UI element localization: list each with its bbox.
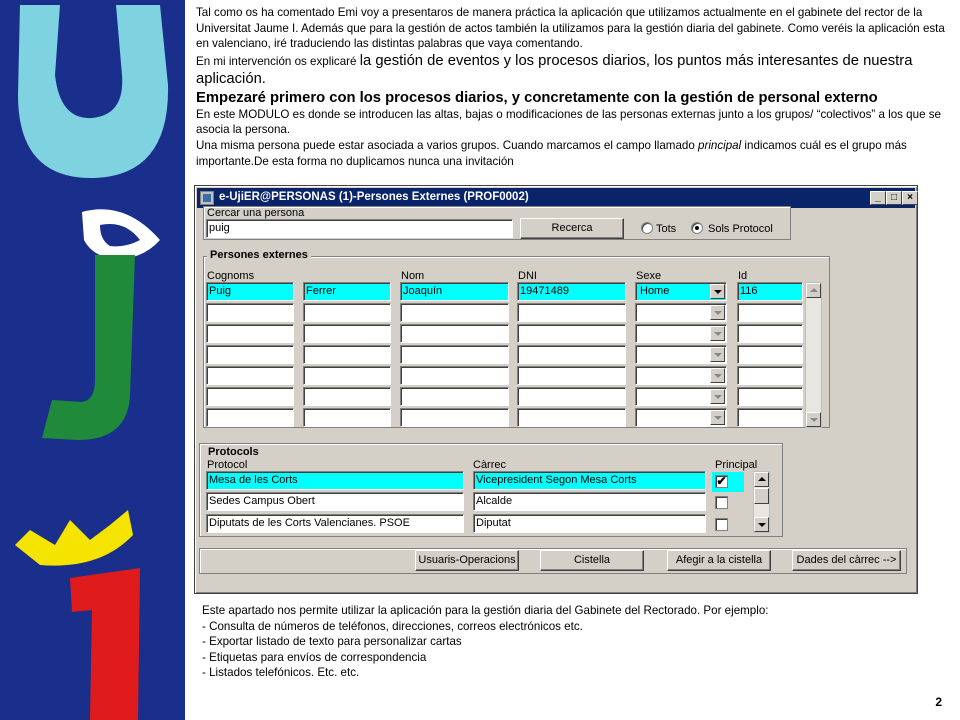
person-empty-field[interactable] [400,303,509,322]
person-empty-field[interactable] [635,324,727,343]
chevron-down-icon[interactable] [710,284,725,299]
chevron-down-icon[interactable] [710,305,725,320]
person-name-field[interactable]: Joaquín [400,282,509,301]
person-empty-field[interactable] [737,303,803,322]
radio-protocol-only[interactable] [691,222,703,234]
person-empty-field[interactable] [635,366,727,385]
intro-text [196,5,952,169]
person-surname2-field[interactable]: Ferrer [303,282,391,301]
header-sex: Sexe [636,270,662,282]
bottom-line-5: - Listados telefónicos. Etc. etc. [202,666,360,680]
scroll-down-icon[interactable] [754,517,769,532]
scroll-up-icon[interactable] [806,283,821,298]
protocol-field[interactable]: Sedes Campus Obert [206,492,464,511]
scroll-up-icon[interactable] [754,472,769,487]
person-empty-field[interactable] [517,345,626,364]
window-titlebar[interactable] [197,188,915,208]
scroll-thumb[interactable] [754,488,769,504]
header-principal: Principal [715,459,758,471]
chevron-down-icon[interactable] [710,410,725,425]
header-id: Id [738,270,748,282]
intro-p4-a: Una misma persona puede estar asociada a varios grupos. Cuando marcamos el campo llamado [196,138,699,152]
person-dni-field[interactable]: 19471489 [517,282,626,301]
person-empty-field[interactable] [206,408,294,427]
person-sex-select[interactable] [635,282,727,301]
intro-heading: Empezaré primero con los procesos diarios, y concretamente con la gestión de personal externo [196,89,878,106]
app-window [194,185,918,594]
intro-p2-small: En mi intervención os explicaré [196,54,360,68]
person-empty-field[interactable] [400,345,509,364]
office-field[interactable]: Diputat [473,514,706,533]
chevron-down-icon[interactable] [710,347,725,362]
add-to-basket-button[interactable]: Afegir a la cistella [667,550,771,571]
chevron-down-icon[interactable] [710,389,725,404]
header-protocol: Protocol [207,459,248,471]
person-empty-field[interactable] [517,324,626,343]
basket-button[interactable]: Cistella [540,550,644,571]
radio-all-label: Tots [656,223,677,235]
decorative-logo-strip [0,0,185,720]
person-empty-field[interactable] [400,387,509,406]
intro-p2-large: la gestión de eventos y los procesos diarios, los puntos más interesantes de nuestra aplicación. [196,52,913,88]
protocols-scrollbar[interactable] [753,471,770,533]
users-operations-button[interactable]: Usuaris-Operacions [415,550,519,571]
app-icon [200,191,214,205]
person-empty-field[interactable] [303,324,391,343]
person-empty-field[interactable] [517,387,626,406]
person-empty-field[interactable] [635,345,727,364]
persons-frame-title: Persones externes [207,249,311,261]
page-number: 2 [935,695,942,709]
person-empty-field[interactable] [517,408,626,427]
header-surnames: Cognoms [207,270,255,282]
person-empty-field[interactable] [206,303,294,322]
bottom-line-1: Este apartado nos permite utilizar la aplicación para la gestión diaria del Gabinete del Rectorado. Por ejemplo: [202,604,769,617]
person-empty-field[interactable] [303,303,391,322]
person-empty-field[interactable] [517,303,626,322]
protocol-field[interactable]: Diputats de les Corts Valencianes. PSOE [206,514,464,533]
scroll-down-icon[interactable] [806,412,821,427]
bottom-line-4: - Etiquetas para envíos de correspondencia [202,650,427,664]
intro-p4-b: indicamos cuál es el grupo más importante.De esta forma no duplicamos nunca una invitación [196,138,907,168]
maximize-button[interactable]: □ [886,191,902,205]
bottom-line-3: - Exportar listado de texto para personalizar cartas [202,635,462,649]
person-empty-field[interactable] [303,387,391,406]
chevron-down-icon[interactable] [710,368,725,383]
search-label: Cercar una persona [207,207,305,219]
intro-p4-emphasis: principal [698,138,742,152]
intro-paragraph-4 [196,138,952,169]
search-button[interactable]: Recerca [520,218,624,239]
person-empty-field[interactable] [303,408,391,427]
office-field[interactable]: Alcalde [473,492,706,511]
header-office: Càrrec [473,459,507,471]
person-empty-field[interactable] [400,408,509,427]
protocols-frame-title: Protocols [205,446,262,458]
person-empty-field[interactable] [206,345,294,364]
principal-checkbox[interactable]: ✔ [716,474,727,488]
radio-all[interactable] [641,222,653,234]
principal-checkbox[interactable] [715,496,728,509]
chevron-down-icon[interactable] [710,326,725,341]
protocol-field[interactable]: Mesa de les Corts [206,471,464,490]
person-empty-field[interactable] [737,366,803,385]
office-data-button[interactable]: Dades del càrrec --> [792,550,901,571]
person-empty-field[interactable] [303,366,391,385]
search-input[interactable]: puig [206,219,513,238]
person-empty-field[interactable] [517,366,626,385]
person-empty-field[interactable] [635,408,727,427]
person-sex-value: Home [640,285,670,297]
bottom-text [202,603,942,681]
minimize-button[interactable]: _ [870,191,886,205]
intro-paragraph-2 [196,52,952,89]
header-dni: DNI [518,270,537,282]
window-title: e-UjiER@PERSONAS (1)-Persones Externes (PROF0002) [219,191,529,203]
person-empty-field[interactable] [635,303,727,322]
intro-paragraph-1: Tal como os ha comentado Emi voy a presentaros de manera práctica la aplicación que utilizamos actualmente en el gabinete del rector de la Universitat Jaume I. Además que para la gestión de actos también la utilizamos para la gestión diaria del gabinete. Como veréis la aplicación esta en valenciano, iré traduciendo las distintas palabras que vaya comentando. [196,6,945,51]
close-button[interactable]: × [902,191,918,205]
person-empty-field[interactable] [400,324,509,343]
person-empty-field[interactable] [303,345,391,364]
person-empty-field[interactable] [737,387,803,406]
radio-protocol-label: Sols Protocol [708,223,773,235]
office-field[interactable]: Vicepresident Segon Mesa Corts [473,471,706,490]
person-id-field[interactable]: 116 [737,282,803,301]
person-empty-field[interactable] [737,345,803,364]
person-empty-field[interactable] [206,387,294,406]
persons-scrollbar[interactable] [805,282,822,428]
person-empty-field[interactable] [206,366,294,385]
principal-checkbox[interactable] [715,518,728,531]
person-empty-field[interactable] [737,324,803,343]
person-empty-field[interactable] [400,366,509,385]
person-empty-field[interactable] [206,324,294,343]
person-empty-field[interactable] [737,408,803,427]
person-surname1-field[interactable]: Puig [206,282,294,301]
header-name: Nom [401,270,425,282]
intro-paragraph-3: En este MODULO es donde se introducen las altas, bajas o modificaciones de las personas externas junto a los grupos/ “colectivos” a los que se asocia la persona. [196,107,941,137]
person-empty-field[interactable] [635,387,727,406]
bottom-line-2: - Consulta de números de teléfonos, direcciones, correos electrónicos etc. [202,619,583,633]
